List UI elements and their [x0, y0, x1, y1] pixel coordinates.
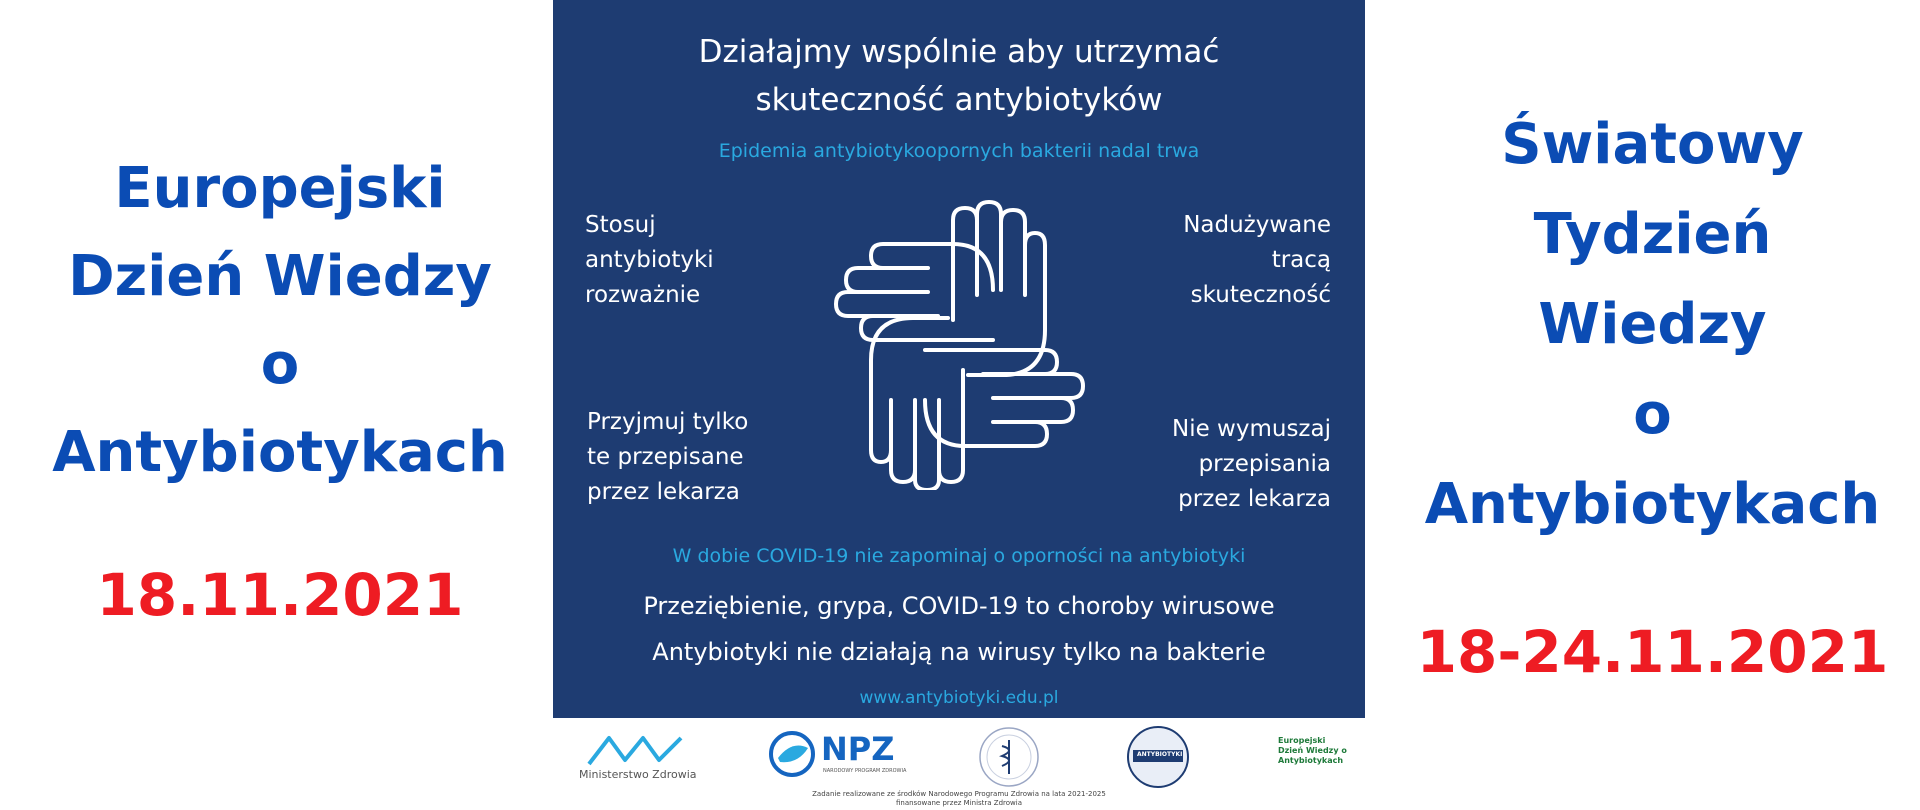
- tip-line: przez lekarza: [587, 479, 740, 505]
- tip-line: Przyjmuj tylko: [587, 409, 749, 435]
- institute-seal-icon: [978, 726, 1040, 788]
- tip-line: te przepisane: [587, 444, 744, 470]
- tip-line: Stosuj: [585, 212, 656, 238]
- left-event-date: 18.11.2021: [96, 561, 464, 629]
- covid-note: W dobie COVID-19 nie zapominaj o oporności na antybiotyki: [672, 545, 1246, 567]
- funding-note-line: finansowane przez Ministra Zdrowia: [895, 799, 1023, 807]
- tip-top-left: [585, 208, 714, 313]
- campaign-poster: [553, 0, 1365, 718]
- tip-line: tracą: [1271, 247, 1331, 273]
- left-heading-line: Europejski: [114, 156, 446, 221]
- funding-note: [553, 790, 1365, 808]
- poster-title-line: skuteczność antybiotyków: [755, 82, 1163, 118]
- right-heading-line: Wiedzy: [1538, 292, 1767, 357]
- poster-subtitle: Epidemia antybiotykoopornych bakterii nadal trwa: [718, 140, 1200, 162]
- right-heading-line: Światowy: [1501, 112, 1804, 177]
- right-event-date: 18-24.11.2021: [1416, 618, 1889, 686]
- eaad-line: Europejski: [1278, 736, 1326, 745]
- npz-label: NPZ: [821, 730, 895, 768]
- left-heading-line: o: [260, 332, 300, 397]
- left-heading-line: Dzień Wiedzy: [68, 244, 492, 309]
- poster-title: [553, 28, 1365, 124]
- funding-note-line: Zadanie realizowane ze środków Narodowego Programu Zdrowia na lata 2021-2025: [812, 790, 1106, 798]
- ministry-label: Ministerstwo Zdrowia: [579, 768, 697, 781]
- tip-line: przepisania: [1198, 451, 1331, 477]
- tip-line: przez lekarza: [1178, 486, 1331, 512]
- tip-bottom-left: [587, 405, 748, 510]
- right-heading-line: o: [1633, 382, 1672, 447]
- tip-line: Nadużywane: [1183, 212, 1331, 238]
- ministry-of-health-logo-icon: [581, 730, 691, 770]
- tip-line: rozważnie: [585, 282, 701, 308]
- campaign-url-link[interactable]: www.antybiotyki.edu.pl: [859, 688, 1059, 708]
- sponsor-logos: [553, 718, 1365, 810]
- bacteria-info-line: Antybiotyki nie działają na wirusy tylko na bakterie: [652, 638, 1266, 666]
- antibiotics-badge-label: ANTYBIOTYKI: [1137, 751, 1183, 758]
- left-heading-line: Antybiotykach: [52, 420, 508, 485]
- right-heading-line: Tydzień: [1533, 202, 1772, 267]
- tip-line: Nie wymuszaj: [1171, 416, 1331, 442]
- left-event-heading: [20, 145, 540, 635]
- hands-icon: [803, 200, 1115, 490]
- eaad-line: Antybiotykach: [1278, 756, 1344, 765]
- tip-bottom-right: [1172, 412, 1331, 517]
- eaad-logo: [1278, 736, 1347, 766]
- right-event-heading: [1395, 100, 1910, 692]
- npz-small-label: NARODOWY PROGRAM ZDROWIA: [823, 768, 907, 774]
- tip-top-right: [1183, 208, 1331, 313]
- right-heading-line: Antybiotykach: [1424, 472, 1881, 537]
- npz-logo-icon: [768, 730, 816, 778]
- eaad-line: Dzień Wiedzy o: [1278, 746, 1347, 755]
- virus-info-line: Przeziębienie, grypa, COVID-19 to choroby wirusowe: [643, 592, 1275, 620]
- tip-line: skuteczność: [1190, 282, 1331, 308]
- poster-title-line: Działajmy wspólnie aby utrzymać: [698, 34, 1220, 70]
- tip-line: antybiotyki: [585, 247, 714, 273]
